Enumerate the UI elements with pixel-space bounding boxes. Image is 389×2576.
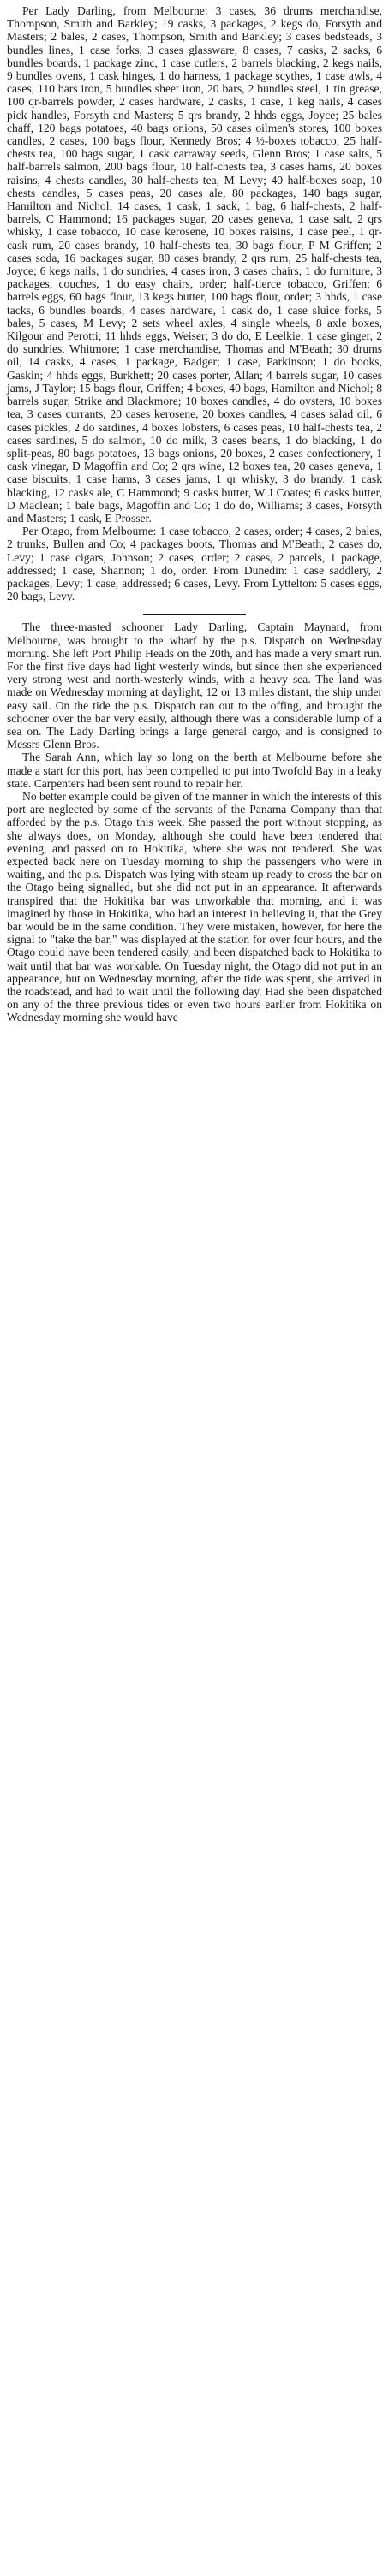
- sarah-ann-report: The Sarah Ann, which lay so long on the berth at Melbourne before she made a start for this port, has been compelled to put into Twofold Bay in a leaky state. Carpenters had been sent round to repair her.: [7, 751, 382, 790]
- schooner-arrival-report: The three-masted schooner Lady Darling, Captain Maynard, from Melbourne, was brought to the wharf by the p.s. Dispatch on Wednesday morning. She left Port Philip Heads on the 20th, and has made a very smart run. For the first five days had light westerly winds, but since then she experienced very strong west and north-westerly winds, with a heavy sea. The land was made on Wednesday morning at daylight, 12 or 13 miles distant, the ship under easy sail. On the tide the p.s. Dispatch ran out to the offing, and brought the schooner over the bar very easily, although there was a considerable lump of a sea on. The Lady Darling brings a large general cargo, and is consigned to Messrs Glenn Bros.: [7, 620, 382, 751]
- panama-company-report: No better example could be given of the manner in which the interests of this port are neglected by some of the servants of the Panama Company than that afforded by the p.s. Otago this week. She passed the port without stopping, as she always does, on Monday, although she could have been tendered that evening, and passed on to Hokitika, where she was not tendered. She was expected back here on Tuesday morning to ship the passengers who were in waiting, and the p.s. Dispatch was lying with steam up ready to cross the bar on the Otago being signalled, but she did not put in an appearance. It afterwards transpired that the Hokitika bar was unworkable that morning, and it was imagined by those in Hokitika, who had an interest in believing it, that the Grey bar would be in the same condition. They were mistaken, however, for here the signal to "take the bar," was displayed at the station for over four hours, and the Otago could have been tendered easily, and been dispatched back to Hokitika to wait until that bar was workable. On Tuesday night, the Otago did not put in an appearance, but on Wednesday morning, after the tide was spent, she arrived in the roadstead, and had to wait until the following day. Had she been dispatched on any of the three previous tides or even two hours earlier from Hokitika on Wednesday morning she would have: [7, 789, 382, 1024]
- section-divider: [143, 614, 246, 615]
- otago-manifest: Per Otago, from Melbourne: 1 case tobacco, 2 cases, order; 4 cases, 2 bales, 2 trunks, Bullen and Co; 4 packages boots, Thomas and M'Beath; 2 cases do, Levy; 1 case cigars, Johnson; 2 cases, order; 2 cases, 2 parcels, 1 package, addressed; 1 case, Shannon; 1 do, order. From Dunedin: 1 case saddlery, 2 packages, Levy; 1 case, addressed; 6 cases, Levy. From Lyttelton: 5 cases eggs, 20 bags, Levy.: [7, 525, 382, 603]
- lady-darling-manifest: Per Lady Darling, from Melbourne: 3 cases, 36 drums merchandise, Thompson, Smith and Barkley; 19 casks, 3 packages, 2 kegs do, Forsyth and Masters; 2 bales, 2 cases, Thompson, Smith and Barkley; 3 cases bedsteads, 3 bundles lines, 1 case forks, 3 cases glassware, 8 cases, 7 casks, 2 sacks, 6 bundles boards, 1 package zinc, 1 case cutlers, 2 barrels blacking, 2 kegs nails, 9 bundles ovens, 1 cask hinges, 1 do harness, 1 package scythes, 1 case awls, 4 cases, 110 bars iron, 5 bundles sheet iron, 20 bars, 2 bundles steel, 1 tin grease, 100 qr-barrels powder, 2 cases hardware, 2 casks, 1 case, 1 keg nails, 4 cases pick handles, Forsyth and Masters; 5 qrs brandy, 2 hhds eggs, Joyce; 25 bales chaff, 120 bags potatoes, 40 bags onions, 50 cases oilmen's stores, 100 boxes candles, 2 cases, 100 bags flour, Kennedy Bros; 4 ½-boxes tobacco, 25 half-chests tea, 100 bags sugar, 1 cask carraway seeds, Glenn Bros; 1 case salts, 5 half-barrels salmon, 200 bags flour, 10 half-chests tea, 3 cases hams, 20 boxes raisins, 4 chests candles, 30 half-chests tea, M Levy; 40 half-boxes soap, 10 chests candles, 5 cases peas, 20 cases ale, 80 packages, 140 bags sugar, Hamilton and Nichol; 14 cases, 1 cask, 1 sack, 1 bag, 6 half-chests, 2 half-barrels, C Hammond; 16 packages sugar, 20 cases geneva, 1 case salt, 2 qrs whisky, 1 case tobacco, 10 case kerosene, 10 boxes raisins, 1 case peel, 1 qr-cask rum, 20 cases brandy, 10 half-chests tea, 30 bags flour, P M Griffen; 2 cases soda, 16 packages sugar, 80 cases brandy, 2 qrs rum, 25 half-chests tea, Joyce; 6 kegs nails, 1 do sundries, 4 cases iron, 3 cases chairs, 1 do furniture, 3 packages, couches, 1 do easy chairs, order; half-tierce tobacco, Griffen; 6 barrels eggs, 60 bags flour, 13 kegs butter, 100 bags flour, order; 3 hhds, 1 case tacks, 6 bundles boards, 4 cases hardware, 1 cask do, 1 case sluice forks, 5 bales, 5 cases, M Levy; 2 sets wheel axles, 4 single wheels, 8 axle boxes, Kilgour and Perotti; 11 hhds eggs, Weiser; 3 do do, E Leelkie; 1 case ginger, 2 do sundries, Whitmore; 1 case merchandise, Thomas and M'Beath; 30 drums oil, 14 casks, 4 cases, 1 package, Badger; 1 case, Parkinson; 1 do books, Gaskin; 4 hhds eggs, Burkhett; 20 cases porter, Allan; 4 barrels sugar, 10 cases jams, J Taylor; 15 bags flour, Griffen; 4 boxes, 40 bags, Hamilton and Nichol; 8 barrels sugar, Strike and Blackmore; 10 boxes candles, 4 do oysters, 10 boxes tea, 3 cases currants, 20 cases kerosene, 20 boxes candles, 4 cases salad oil, 6 cases pickles, 2 do sardines, 4 boxes lobsters, 6 cases peas, 10 half-chests tea, 2 cases sardines, 5 do salmon, 10 do milk, 3 cases beans, 1 do blacking, 1 do split-peas, 80 bags potatoes, 13 bags onions, 20 boxes, 2 cases confectionery, 1 cask vinegar, D Magoffin and Co; 2 qrs wine, 12 boxes tea, 20 cases geneva, 1 case biscuits, 1 case hams, 3 cases jams, 1 qr whisky, 3 do brandy, 1 cask blacking, 12 casks ale, C Hammond; 9 casks butter, W J Coates; 6 casks butter, D Maclean; 1 bale bags, Magoffin and Co; 1 do do, Williams; 3 cases, Forsyth and Masters; 1 cask, E Prosser.: [7, 4, 382, 525]
